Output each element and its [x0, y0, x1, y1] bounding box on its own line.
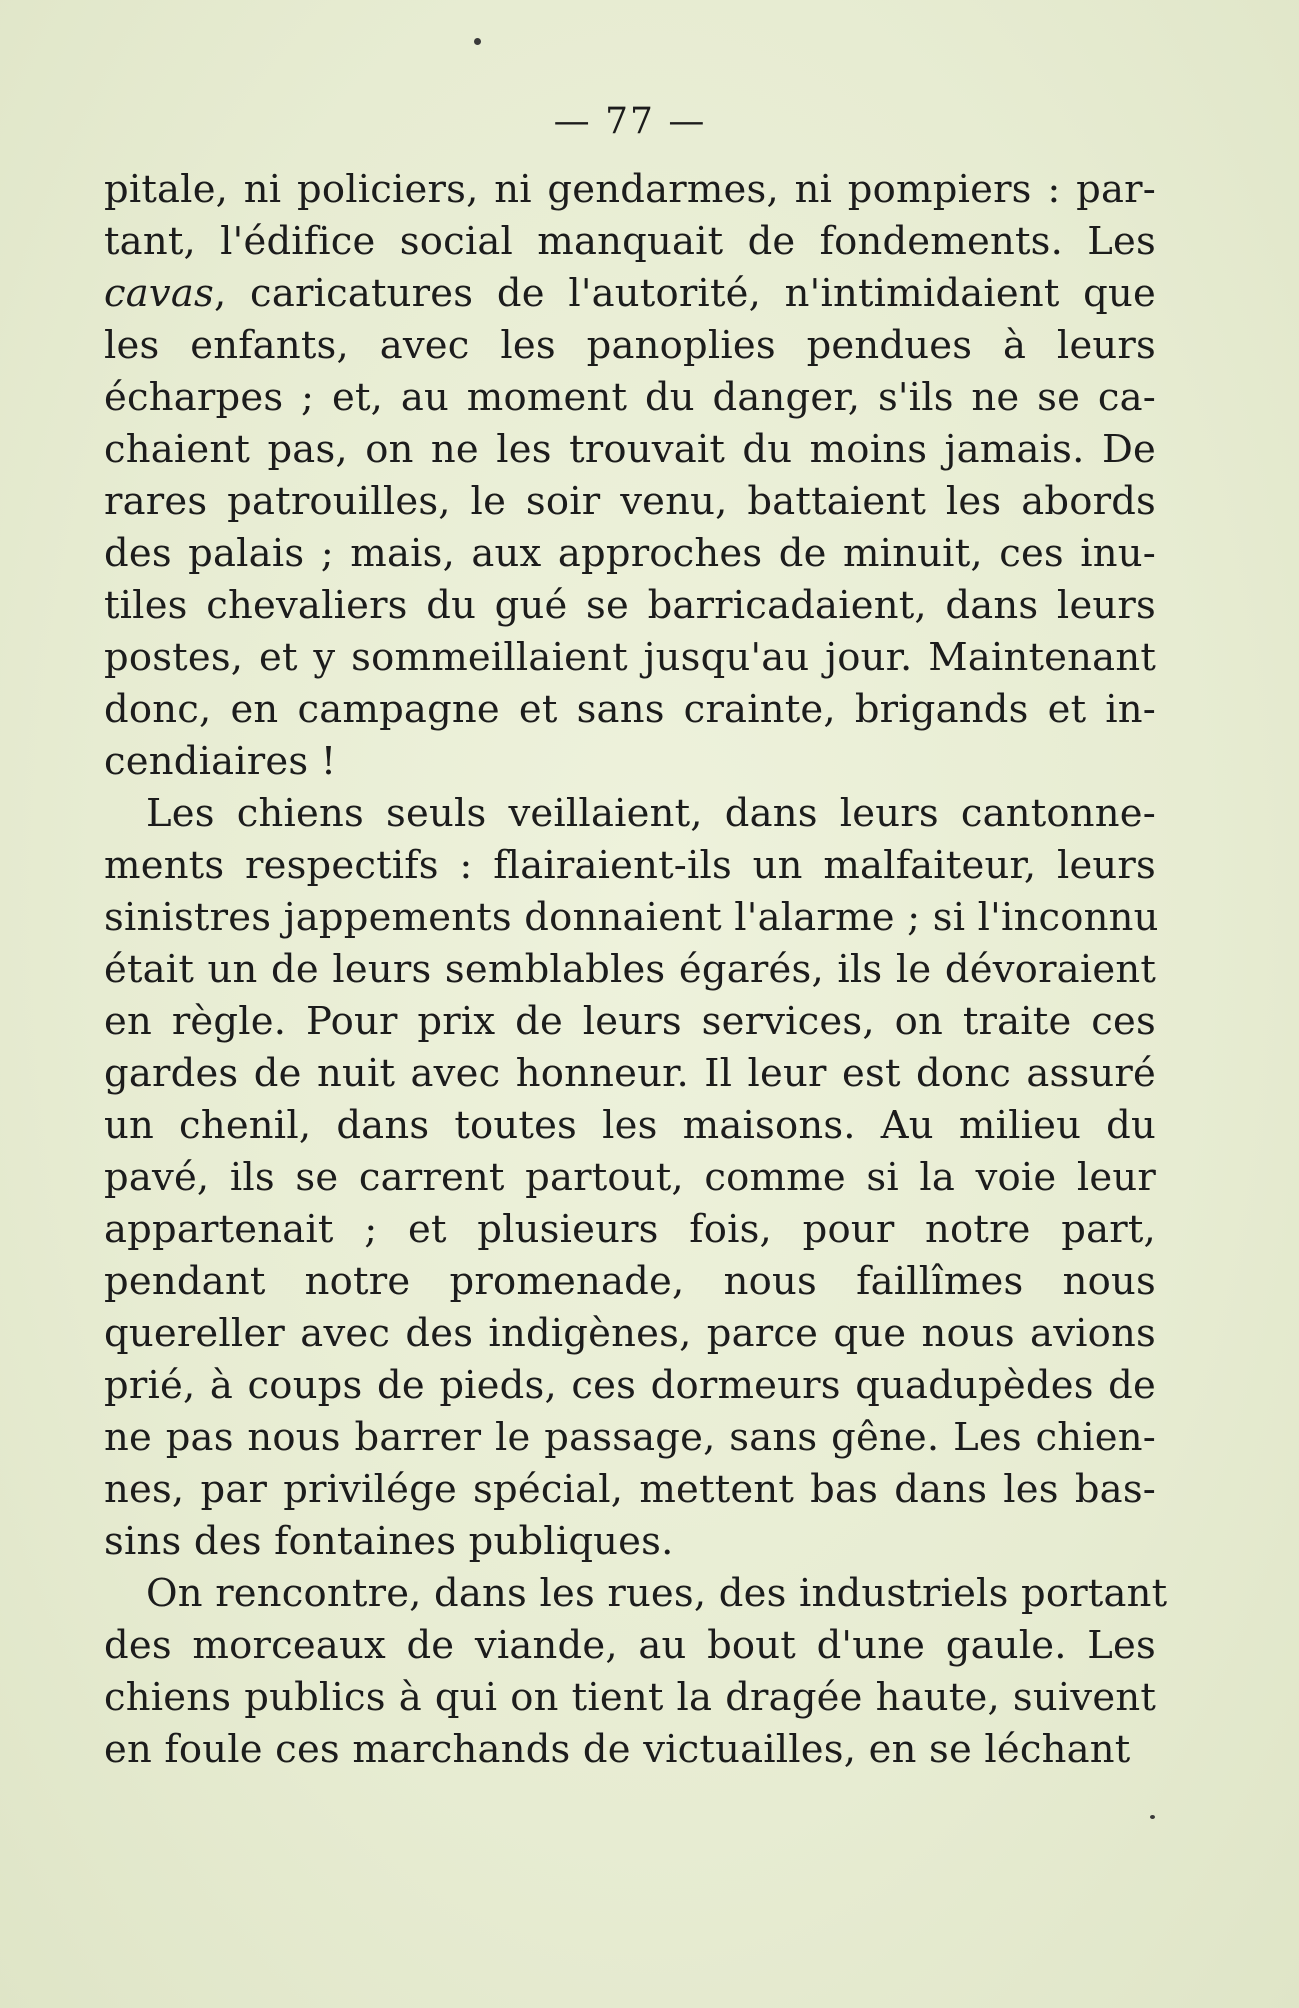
text-run: nes, par privilége spécial, mettent bas dans les bas- — [104, 1467, 1156, 1512]
text-line — [104, 372, 1156, 424]
text-run: des palais ; mais, aux approches de minuit, ces inu- — [104, 531, 1156, 576]
text-line — [104, 1256, 1156, 1308]
text-line — [104, 1464, 1156, 1516]
text-run: On rencontre, dans les rues, des industriels portant — [146, 1571, 1168, 1616]
text-run: sinistres jappements donnaient l'alarme ; si l'inconnu — [104, 895, 1159, 940]
text-line — [104, 736, 1156, 788]
text-line — [104, 1360, 1156, 1412]
text-run: cendiaires ! — [104, 739, 337, 784]
text-line — [104, 528, 1156, 580]
text-run: Les chiens seuls veillaient, dans leurs cantonne- — [146, 791, 1156, 836]
text-run: en règle. Pour prix de leurs services, on traite ces — [104, 999, 1156, 1044]
text-run: pitale, ni policiers, ni gendarmes, ni pompiers : par- — [104, 167, 1156, 212]
text-run: prié, à coups de pieds, ces dormeurs quadupèdes de — [104, 1363, 1156, 1408]
text-line — [104, 1204, 1156, 1256]
body-text — [104, 164, 1168, 1776]
text-line — [104, 164, 1156, 216]
text-line — [104, 1152, 1156, 1204]
text-run: tiles chevaliers du gué se barricadaient, dans leurs — [104, 583, 1156, 628]
text-run: gardes de nuit avec honneur. Il leur est donc assuré — [104, 1051, 1156, 1096]
text-run: ne pas nous barrer le passage, sans gêne. Les chien- — [104, 1415, 1156, 1460]
text-line — [104, 1724, 1156, 1776]
text-line — [104, 996, 1156, 1048]
text-line — [104, 320, 1156, 372]
text-line — [104, 1620, 1156, 1672]
text-run: chiens publics à qui on tient la dragée haute, suivent — [104, 1675, 1156, 1720]
text-line — [104, 1516, 1156, 1568]
text-line — [104, 476, 1156, 528]
text-run: ments respectifs : flairaient-ils un malfaiteur, leurs — [104, 843, 1156, 888]
paragraph — [104, 788, 1159, 1568]
text-run: quereller avec des indigènes, parce que nous avions — [104, 1311, 1156, 1356]
ink-speck — [474, 38, 481, 45]
text-line — [104, 684, 1156, 736]
text-run: postes, et y sommeillaient jusqu'au jour. Maintenant — [104, 635, 1156, 680]
book-page — [104, 100, 1168, 1776]
text-line — [104, 1412, 1156, 1464]
text-line — [104, 580, 1156, 632]
text-line — [104, 892, 1159, 944]
text-line — [104, 632, 1156, 684]
text-line — [104, 840, 1156, 892]
text-line — [104, 1308, 1156, 1360]
text-run: les enfants, avec les panoplies pendues à leurs — [104, 323, 1156, 368]
text-line — [104, 268, 1156, 320]
text-line — [104, 788, 1156, 840]
text-run: chaient pas, on ne les trouvait du moins jamais. De — [104, 427, 1156, 472]
text-run: en foule ces marchands de victuailles, en se léchant — [104, 1727, 1131, 1772]
text-line — [104, 1672, 1156, 1724]
text-line — [104, 1568, 1168, 1620]
text-run: écharpes ; et, au moment du danger, s'ils ne se ca- — [104, 375, 1156, 420]
text-line — [104, 944, 1156, 996]
text-line — [104, 1048, 1156, 1100]
paragraph — [104, 1568, 1168, 1776]
text-run: des morceaux de viande, au bout d'une gaule. Les — [104, 1623, 1156, 1668]
text-run: était un de leurs semblables égarés, ils le dévoraient — [104, 947, 1156, 992]
text-run: rares patrouilles, le soir venu, battaient les abords — [104, 479, 1156, 524]
text-line — [104, 1100, 1156, 1152]
ink-speck — [1150, 1815, 1155, 1819]
italic-term: cavas — [104, 271, 214, 316]
text-run: sins des fontaines publiques. — [104, 1519, 674, 1564]
page-number: — 77 — — [553, 101, 707, 142]
text-run: pavé, ils se carrent partout, comme si la voie leur — [104, 1155, 1156, 1200]
text-run: pendant notre promenade, nous faillîmes nous — [104, 1259, 1156, 1304]
text-run: un chenil, dans toutes les maisons. Au milieu du — [104, 1103, 1156, 1148]
text-line — [104, 216, 1156, 268]
text-line — [104, 424, 1156, 476]
paragraph — [104, 164, 1156, 788]
text-run: tant, l'édifice social manquait de fondements. Les — [104, 219, 1156, 264]
text-run: donc, en campagne et sans crainte, brigands et in- — [104, 687, 1156, 732]
text-run: appartenait ; et plusieurs fois, pour notre part, — [104, 1207, 1156, 1252]
text-run: , caricatures de l'autorité, n'intimidaient que — [213, 271, 1156, 316]
